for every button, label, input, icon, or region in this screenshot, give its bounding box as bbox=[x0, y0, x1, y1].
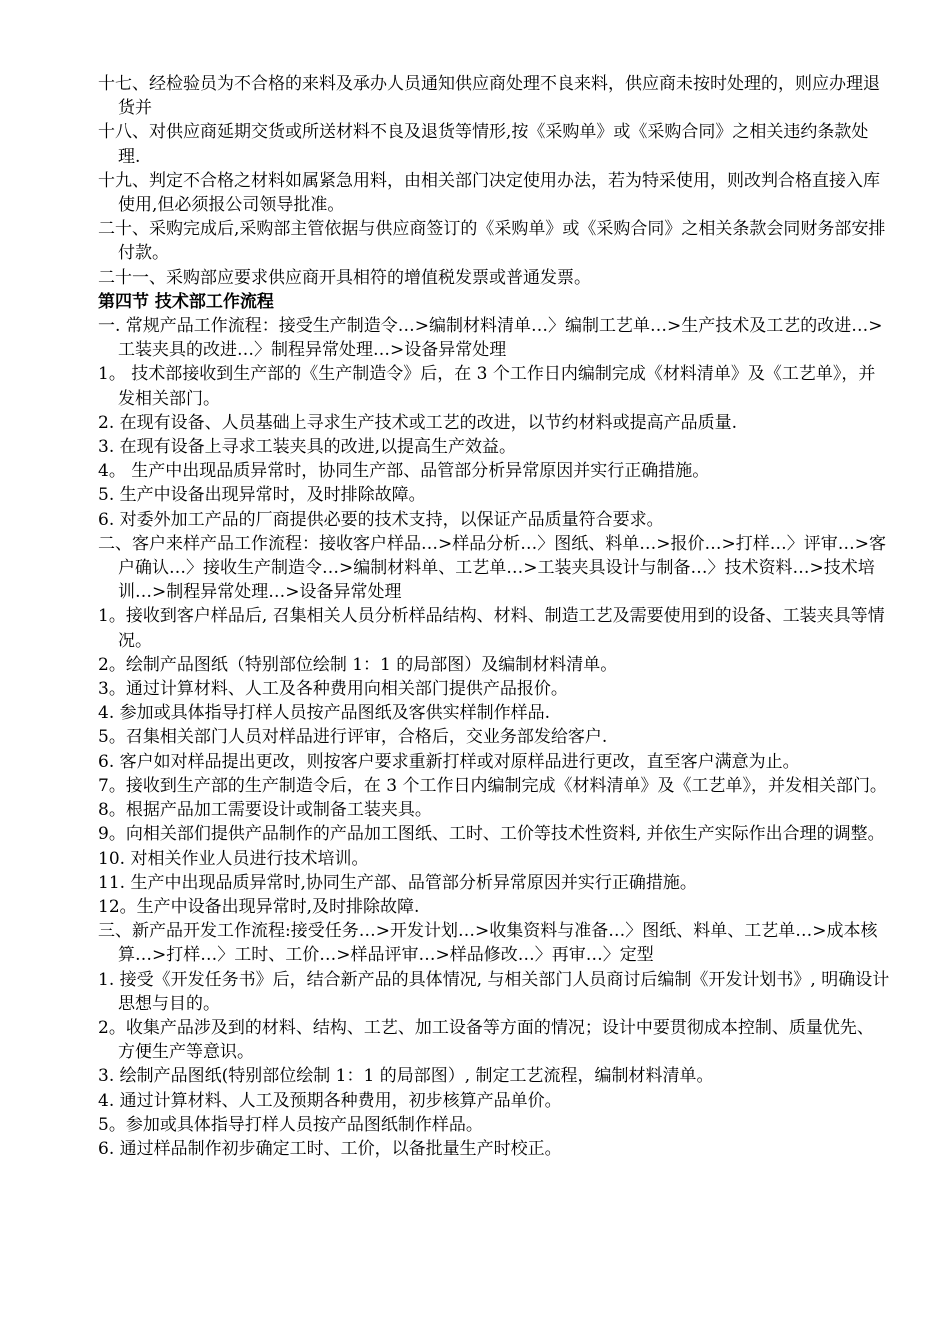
paragraph: 7。接收到生产部的生产制造令后，在 3 个工作日内编制完成《材料清单》及《工艺单》，并发相关部门。 bbox=[98, 775, 887, 796]
paragraph: 8。根据产品加工需要设计或制备工装夹具。 bbox=[98, 800, 432, 821]
paragraph: 2。收集产品涉及到的材料、结构、工艺、加工设备等方面的情况；设计中要贯彻成本控制、质量优先、方便生产等意识。 bbox=[98, 1017, 874, 1063]
paragraph: 11. 生产中出现品质异常时,协同生产部、品管部分析异常原因并实行正确措施。 bbox=[98, 872, 697, 893]
paragraph: 4. 参加或具体指导打样人员按产品图纸及客供实样制作样品. bbox=[98, 703, 551, 724]
paragraph: 5. 生产中设备出现异常时，及时排除故障。 bbox=[98, 485, 426, 506]
paragraph: 十九、判定不合格之材料如属紧急用料，由相关部门决定使用办法，若为特采使用，则改判合格直接入库使用,但必须报公司领导批准。 bbox=[98, 170, 880, 216]
section-heading: 第四节 技术部工作流程 bbox=[98, 291, 274, 312]
paragraph: 4。 生产中出现品质异常时，协同生产部、品管部分析异常原因并实行正确措施。 bbox=[98, 461, 710, 482]
paragraph: 12。生产中设备出现异常时,及时排除故障. bbox=[98, 896, 420, 917]
paragraph: 10. 对相关作业人员进行技术培训。 bbox=[98, 848, 369, 869]
paragraph: 二、客户来样产品工作流程：接收客户样品…>样品分析…〉图纸、料单…>报价…>打样…〉评审…>客户确认…〉接收生产制造令…>编制材料单、工艺单…>工装夹具设计与制备…〉技术资料…>技术培训…>制程异常处理…>设备异常处理 bbox=[98, 533, 886, 603]
paragraph: 十八、对供应商延期交货或所送材料不良及退货等情形,按《采购单》或《采购合同》之相关违约条款处理. bbox=[98, 122, 869, 167]
paragraph: 二十、采购完成后,采购部主管依据与供应商签订的《采购单》或《采购合同》之相关条款会同财务部安排付款。 bbox=[98, 219, 886, 264]
paragraph: 2。绘制产品图纸（特别部位绘制 1：1 的局部图）及编制材料清单。 bbox=[98, 654, 618, 675]
paragraph: 5。参加或具体指导打样人员按产品图纸制作样品。 bbox=[98, 1114, 483, 1135]
paragraph: 5。召集相关部门人员对样品进行评审，合格后，交业务部发给客户. bbox=[98, 727, 608, 748]
paragraph: 2. 在现有设备、人员基础上寻求生产技术或工艺的改进，以节约材料或提高产品质量. bbox=[98, 412, 738, 433]
paragraph: 十七、经检验员为不合格的来料及承办人员通知供应商处理不良来料，供应商未按时处理的，则应办理退货并 bbox=[98, 74, 880, 119]
paragraph: 3。通过计算材料、人工及各种费用向相关部门提供产品报价。 bbox=[98, 679, 568, 700]
paragraph: 6. 对委外加工产品的厂商提供必要的技术支持，以保证产品质量符合要求。 bbox=[98, 509, 664, 530]
document-body bbox=[98, 72, 890, 1161]
paragraph: 1。 技术部接收到生产部的《生产制造令》后，在 3 个工作日内编制完成《材料清单》及《工艺单》，并发相关部门。 bbox=[98, 364, 876, 409]
paragraph: 9。向相关部们提供产品制作的产品加工图纸、工时、工价等技术性资料, 并依生产实际作出合理的调整。 bbox=[98, 824, 885, 845]
paragraph: 1. 接受《开发任务书》后，结合新产品的具体情况, 与相关部门人员商讨后编制《开发计划书》, 明确设计思想与目的。 bbox=[98, 969, 890, 1014]
paragraph: 二十一、采购部应要求供应商开具相符的增值税发票或普通发票。 bbox=[98, 267, 591, 288]
paragraph: 1。接收到客户样品后, 召集相关人员分析样品结构、材料、制造工艺及需要使用到的设备、工装夹具等情况。 bbox=[98, 606, 885, 651]
paragraph: 3. 绘制产品图纸(特别部位绘制 1：1 的局部图）, 制定工艺流程，编制材料清单。 bbox=[98, 1066, 714, 1087]
paragraph: 一. 常规产品工作流程：接受生产制造令…>编制材料清单…〉编制工艺单…>生产技术及工艺的改进…>工装夹具的改进…〉制程异常处理…>设备异常处理 bbox=[98, 316, 883, 361]
paragraph: 3. 在现有设备上寻求工装夹具的改进,以提高生产效益。 bbox=[98, 437, 517, 458]
paragraph: 6. 通过样品制作初步确定工时、工价，以备批量生产时校正。 bbox=[98, 1138, 562, 1159]
paragraph: 4. 通过计算材料、人工及预期各种费用，初步核算产品单价。 bbox=[98, 1090, 562, 1111]
paragraph: 三、新产品开发工作流程:接受任务…>开发计划…>收集资料与准备…〉图纸、料单、工艺单…>成本核算…>打样…〉工时、工价…>样品评审…>样品修改…〉再审…〉定型 bbox=[98, 921, 878, 966]
paragraph: 6. 客户如对样品提出更改，则按客户要求重新打样或对原样品进行更改，直至客户满意为止。 bbox=[98, 751, 800, 772]
